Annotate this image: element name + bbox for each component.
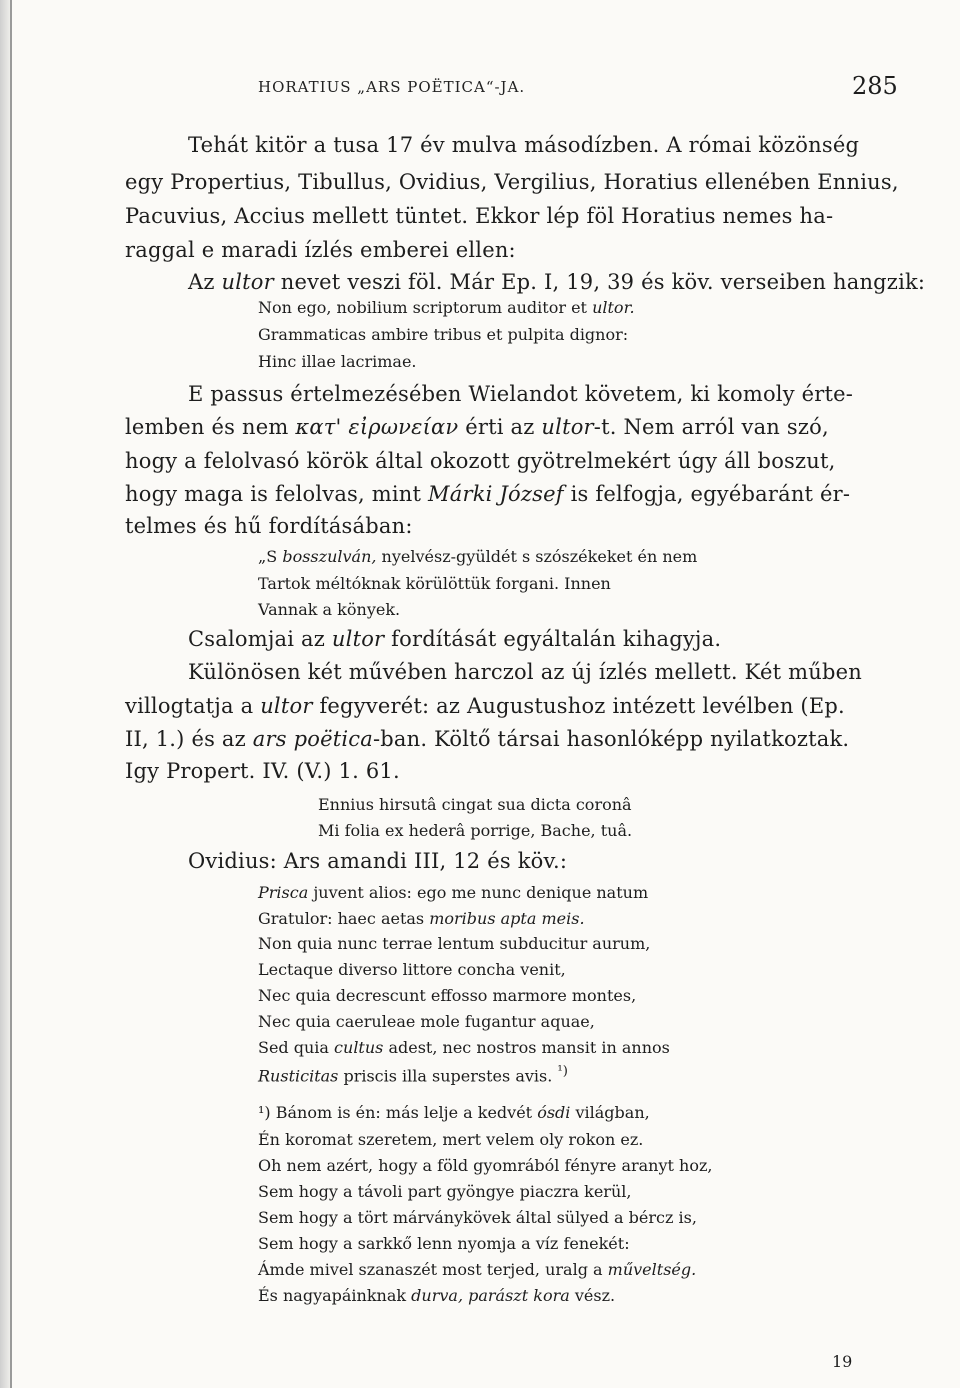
para3-line-2: Különösen két művében harczol az új ízlés mellett. Két műben xyxy=(188,660,862,684)
footnote-line-6: Sem hogy a sarkkő lenn nyomja a víz fenekét: xyxy=(258,1234,630,1253)
para2-line-4: hogy maga is felolvas, mint Márki József is felfogja, egyébaránt ér- xyxy=(125,482,851,506)
footnote-line-4: Sem hogy a távoli part gyöngye piaczra kerül, xyxy=(258,1182,632,1201)
quote4-line-7: Sed quia cultus adest, nec nostros mansit in annos xyxy=(258,1038,670,1057)
quote1-line-3: Hinc illae lacrimae. xyxy=(258,352,417,371)
quote4-line-6: Nec quia caeruleae mole fugantur aquae, xyxy=(258,1012,595,1031)
para2-line-3: hogy a felolvasó körök által okozott gyötrelmekért úgy áll boszut, xyxy=(125,449,836,473)
quote4-line-5: Nec quia decrescunt effosso marmore montes, xyxy=(258,986,637,1005)
intro-line-1: Tehát kitör a tusa 17 év mulva másodízben. A római közönség xyxy=(188,133,860,157)
para3-line-3: villogtatja a ultor fegyverét: az Augustushoz intézett levélben (Ep. xyxy=(125,694,845,718)
footnote-line-8: És nagyapáinknak durva, parászt kora vész. xyxy=(258,1286,616,1305)
emph-ultor: ultor xyxy=(221,270,274,294)
footnote-ref: ¹) xyxy=(557,1064,568,1079)
para3-line-1: Csalomjai az ultor fordítását egyáltalán kihagyja. xyxy=(188,627,722,651)
intro-line-3: Pacuvius, Accius mellett tüntet. Ekkor lép föl Horatius nemes ha- xyxy=(125,204,834,228)
intro-line-2: egy Propertius, Tibullus, Ovidius, Vergilius, Horatius ellenében Ennius, xyxy=(125,170,899,194)
footnote-line-5: Sem hogy a tört márványkövek által sülyed a bércz is, xyxy=(258,1208,697,1227)
quote4-line-1: Prisca juvent alios: ego me nunc denique natum xyxy=(258,883,649,902)
footnote-line-3: Oh nem azért, hogy a föld gyomrából fényre aranyt hoz, xyxy=(258,1156,713,1175)
quote3-line-2: Mi folia ex hederâ porrige, Bache, tuâ. xyxy=(318,821,633,840)
quote2-line-3: Vannak a könyek. xyxy=(258,600,401,619)
quote2-line-1: „S bosszulván, nyelvész-gyüldét s szószékeket én nem xyxy=(258,547,698,566)
scan-edge-line xyxy=(10,0,12,1388)
para2-line-5: telmes és hű fordításában: xyxy=(125,514,413,538)
quote4-line-2: Gratulor: haec aetas moribus apta meis. xyxy=(258,909,585,928)
para2-line-2: lemben és nem κατ' εἰρωνείαν érti az ultor-t. Nem arról van szó, xyxy=(125,415,829,439)
para3-line-4: II, 1.) és az ars poëtica-ban. Költő társai hasonlóképp nyilatkoztak. xyxy=(125,727,850,751)
quote4-line-3: Non quia nunc terrae lentum subducitur aurum, xyxy=(258,934,651,953)
intro-line-5: Az ultor nevet veszi föl. Már Ep. I, 19, 39 és köv. verseiben hangzik: xyxy=(188,270,926,294)
para2-line-1: E passus értelmezésében Wielandot követem, ki komoly érte- xyxy=(188,382,854,406)
page-number: 285 xyxy=(852,72,898,100)
quote3-line-1: Ennius hirsutâ cingat sua dicta coronâ xyxy=(318,795,632,814)
footnote-line-7: Ámde mivel szanaszét most terjed, uralg a műveltség. xyxy=(258,1260,697,1279)
ovid-intro: Ovidius: Ars amandi III, 12 és köv.: xyxy=(188,849,568,873)
intro-line-4: raggal e maradi ízlés emberei ellen: xyxy=(125,238,516,262)
quote1-line-2: Grammaticas ambire tribus et pulpita dignor: xyxy=(258,325,629,344)
running-title: HORATIUS „ARS POËTICA“-JA. xyxy=(258,78,526,96)
footnote-line-2: Én koromat szeretem, mert velem oly rokon ez. xyxy=(258,1130,644,1149)
para3-line-5: Igy Propert. IV. (V.) 1. 61. xyxy=(125,759,400,783)
footnote-line-1: ¹) Bánom is én: más lelje a kedvét ósdi világban, xyxy=(258,1103,650,1122)
quote2-line-2: Tartok méltóknak körülöttük forgani. Innen xyxy=(258,574,611,593)
quote4-line-8: Rusticitas priscis illa superstes avis. $^{^1)}$ xyxy=(258,1064,568,1086)
quote4-line-4: Lectaque diverso littore concha venit, xyxy=(258,960,566,979)
quote1-line-1: Non ego, nobilium scriptorum auditor et ultor. xyxy=(258,298,635,317)
signature-mark: 19 xyxy=(832,1352,853,1371)
